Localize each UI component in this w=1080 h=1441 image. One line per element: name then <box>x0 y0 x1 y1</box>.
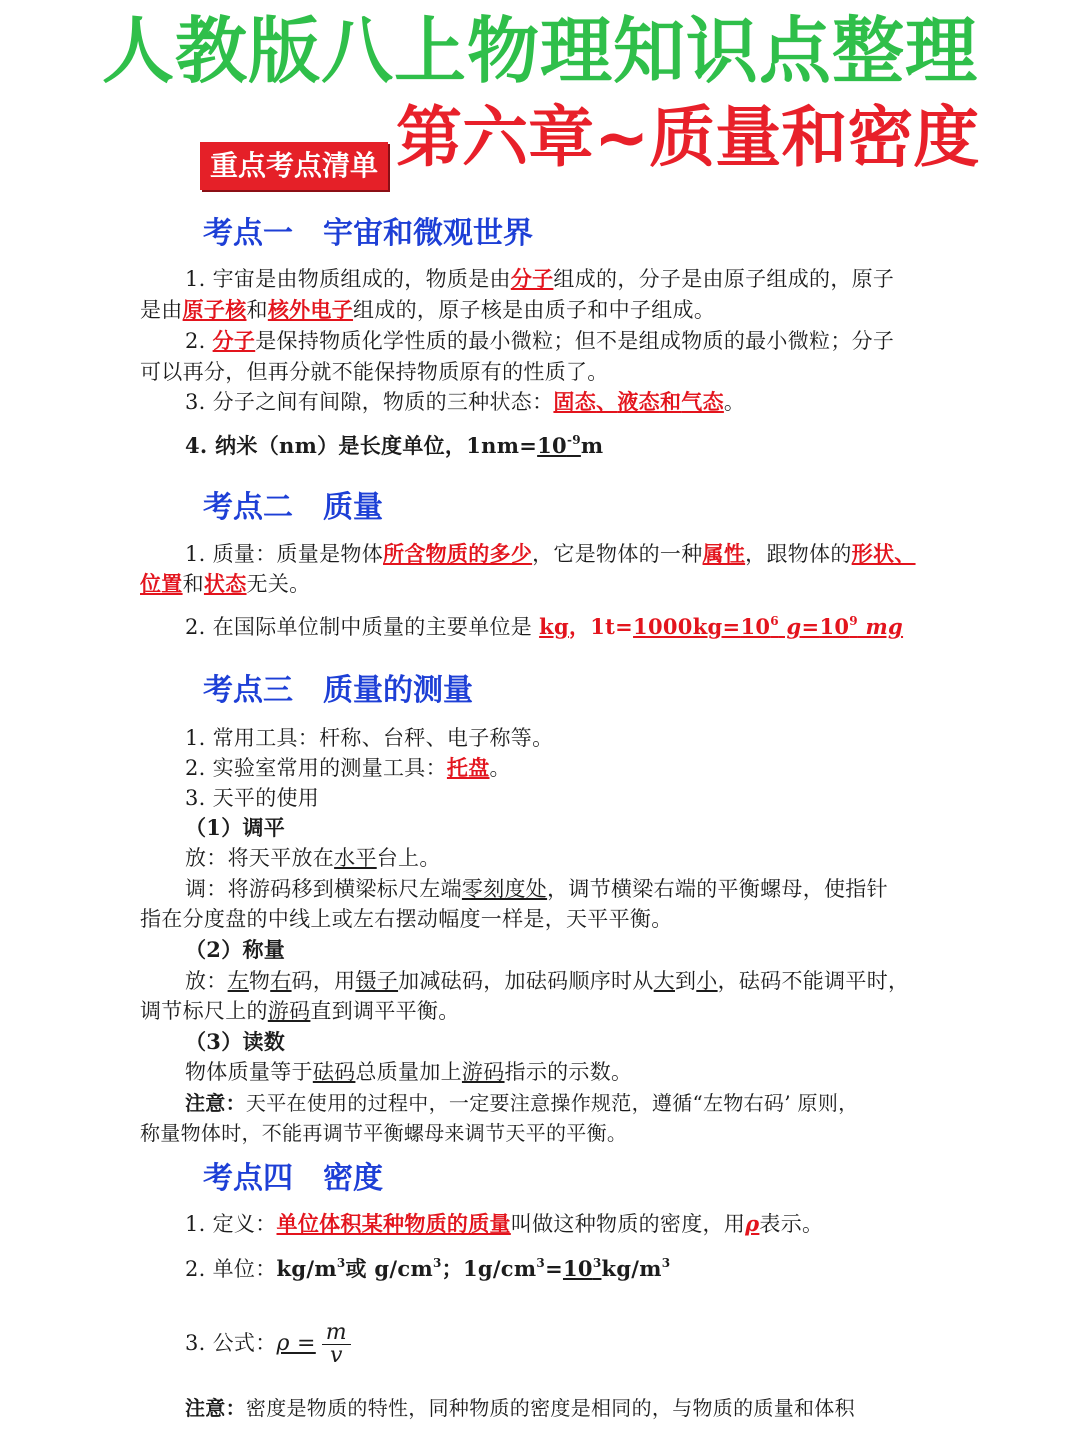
s1-line-6: 4. 纳米（nm）是长度单位，$1nm=10^{-9}m$ <box>185 433 604 458</box>
s2-line-2: 位置和状态无关。 <box>140 571 311 596</box>
s1-line-3: 2. 分子是保持物质化学性质的最小微粒；但不是组成物质的最小微粒；分子 <box>185 328 895 353</box>
s1-line-5: 3. 分子之间有间隙，物质的三种状态：固态、液态和气态。 <box>185 389 746 414</box>
section-2-title: 考点二 质量 <box>203 490 383 525</box>
s3-line-2: 2. 实验室常用的测量工具：托盘。 <box>185 755 511 780</box>
section-1-title: 考点一 宇宙和微观世界 <box>203 216 533 251</box>
s3-line-8: 调节标尺上的游码直到调平平衡。 <box>140 999 460 1023</box>
main-title: 人教版八上物理知识点整理 <box>101 9 978 93</box>
s4-line-2: 2. 单位：$kg/m^3$或 $g/cm^3$；$1g/cm^3=10^3kg/m^3$ <box>185 1256 671 1281</box>
s2-line-3: 2. 在国际单位制中质量的主要单位是 kg，$1t=1000kg=10^6$ $g=10^9$ mg <box>185 614 904 639</box>
s3-line-6: 指在分度盘的中线上或左右摆动幅度一样是，天平平衡。 <box>140 907 673 931</box>
section-4-title: 考点四 密度 <box>203 1161 383 1196</box>
s3-line-9: 物体质量等于砝码总质量加上游码指示的示数。 <box>185 1060 633 1084</box>
density-formula-fraction: $\frac{m}{v}$ <box>322 1322 351 1367</box>
s4-line-1: 1. 定义：单位体积某种物质的质量叫做这种物质的密度，用ρ表示。 <box>185 1211 824 1236</box>
s3-line-7: 放：左物右码，用镊子加减砝码，加砝码顺序时从大到小，砝码不能调平时， <box>185 969 910 993</box>
s3-line-5: 调：将游码移到横梁标尺左端零刻度处，调节横梁右端的平衡螺母，使指针 <box>185 877 888 901</box>
s3-note-1: 注意：天平在使用的过程中，一定要注意操作规范，遵循“左物右码’ 原则， <box>185 1091 859 1115</box>
s3-note-2: 称量物体时，不能再调节平衡螺母来调节天平的平衡。 <box>140 1121 628 1145</box>
s2-line-1: 1. 质量：质量是物体所含物质的多少，它是物体的一种属性，跟物体的形状、 <box>185 541 916 566</box>
s3-heading-2: （2）称量 <box>185 937 286 962</box>
s1-line-4: 可以再分，但再分就不能保持物质原有的性质了。 <box>140 360 609 384</box>
s3-heading-3: （3）读数 <box>185 1029 286 1054</box>
s4-line-3: 3. 公式：ρ = $\frac{m}{v}$ <box>185 1318 950 1372</box>
s3-line-4: 放：将天平放在水平台上。 <box>185 846 441 870</box>
section-3-title: 考点三 质量的测量 <box>203 673 473 708</box>
s3-line-1: 1. 常用工具：杆称、台秤、电子称等。 <box>185 726 554 750</box>
s4-note-1: 注意：密度是物质的特性，同种物质的密度是相同的，与物质的质量和体积 <box>185 1396 855 1420</box>
key-points-tag: 重点考点清单 <box>200 142 388 190</box>
chapter-title: 第六章~质量和密度 <box>396 99 980 176</box>
s3-line-3: 3. 天平的使用 <box>185 786 320 810</box>
s1-line-1: 1. 宇宙是由物质组成的，物质是由分子组成的，分子是由原子组成的，原子 <box>185 266 895 291</box>
s1-line-2: 是由原子核和核外电子组成的，原子核是由质子和中子组成。 <box>140 297 716 322</box>
density-formula-lhs: ρ = <box>276 1331 316 1356</box>
s3-heading-1: （1）调平 <box>185 815 286 840</box>
